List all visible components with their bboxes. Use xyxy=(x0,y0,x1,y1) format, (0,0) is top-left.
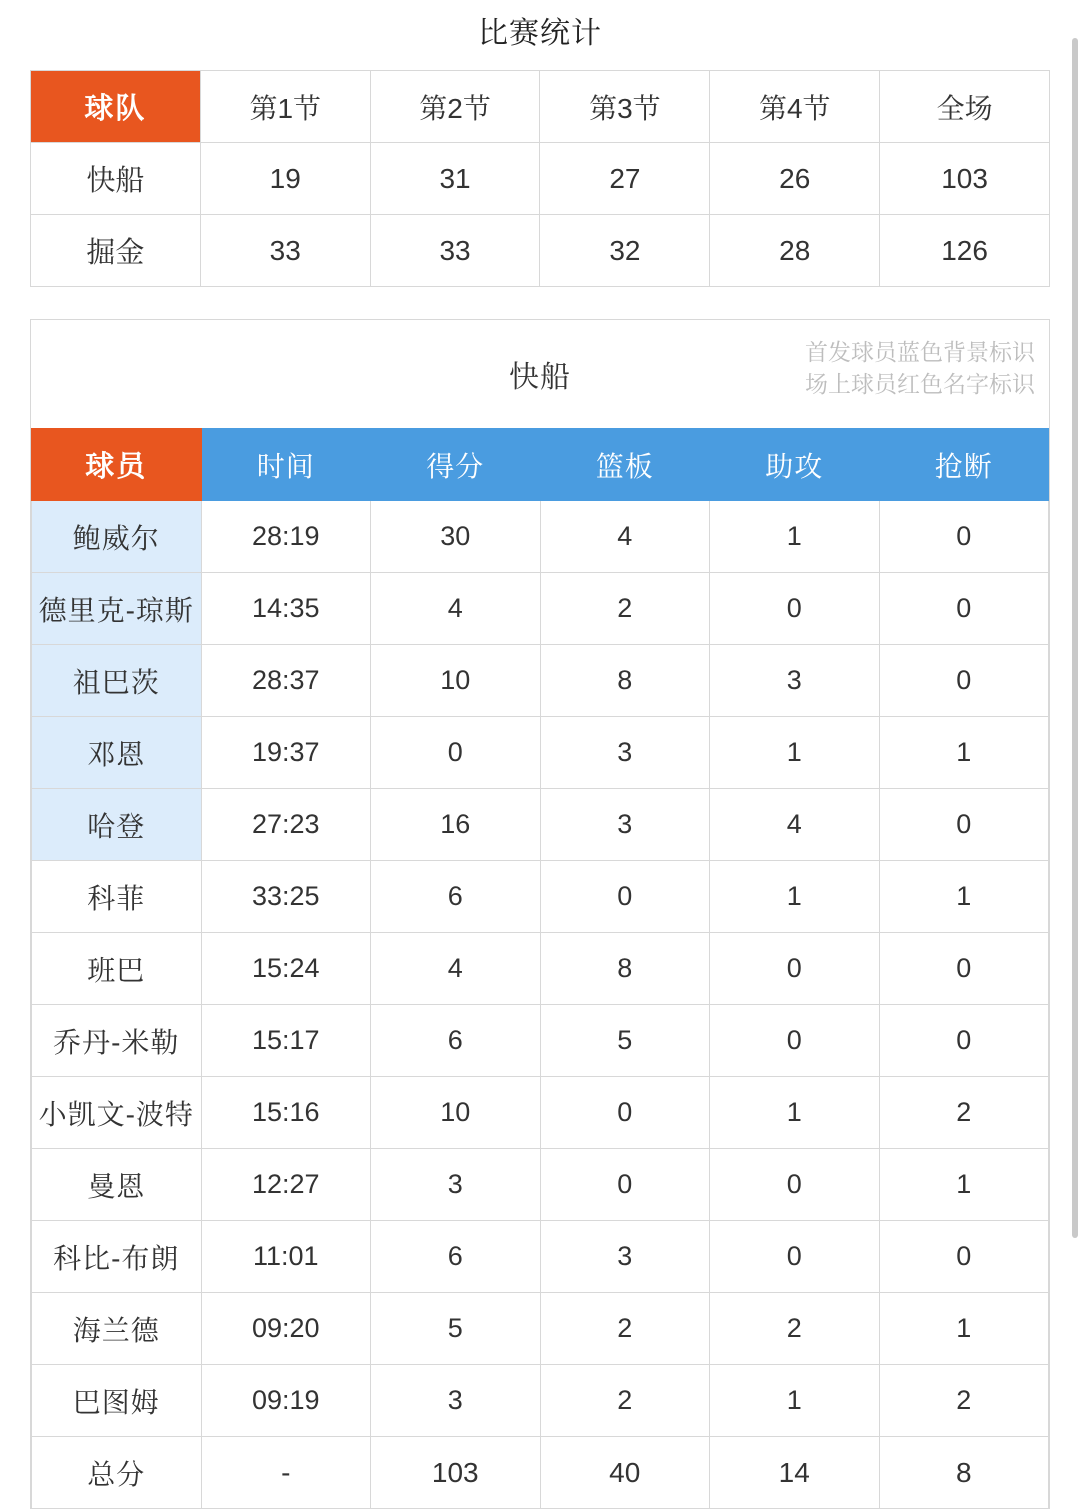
table-row xyxy=(32,717,1049,789)
player-name: 哈登 xyxy=(32,789,202,861)
player-name: 海兰德 xyxy=(32,1293,202,1365)
col-head-steals: 抢断 xyxy=(879,429,1049,501)
cell-rebounds: 8 xyxy=(540,933,710,1005)
cell-minutes: 15:24 xyxy=(201,933,371,1005)
vertical-scrollbar[interactable] xyxy=(1070,0,1080,1482)
cell-q4: 28 xyxy=(710,215,880,287)
cell-steals: 1 xyxy=(879,1293,1049,1365)
cell-steals: 0 xyxy=(879,1221,1049,1293)
page-title: 比赛统计 xyxy=(478,17,602,50)
col-head-assists: 助攻 xyxy=(710,429,880,501)
cell-points: 5 xyxy=(371,1293,541,1365)
cell-q3: 32 xyxy=(540,215,710,287)
table-row xyxy=(32,573,1049,645)
cell-points: 3 xyxy=(371,1149,541,1221)
total-rebounds: 40 xyxy=(540,1437,710,1509)
legend-line-oncourt: 场上球员红色名字标识 xyxy=(805,371,1035,397)
cell-minutes: 09:19 xyxy=(201,1365,371,1437)
cell-steals: 0 xyxy=(879,645,1049,717)
col-head-rebounds: 篮板 xyxy=(540,429,710,501)
player-box-score-table xyxy=(31,428,1049,1509)
cell-rebounds: 5 xyxy=(540,1005,710,1077)
cell-assists: 0 xyxy=(710,1005,880,1077)
cell-assists: 0 xyxy=(710,573,880,645)
player-name: 邓恩 xyxy=(32,717,202,789)
cell-assists: 1 xyxy=(710,861,880,933)
box-score-header xyxy=(31,320,1049,428)
cell-rebounds: 2 xyxy=(540,1365,710,1437)
team-name: 掘金 xyxy=(31,215,201,287)
cell-steals: 1 xyxy=(879,717,1049,789)
table-row xyxy=(32,933,1049,1005)
col-head-player: 球员 xyxy=(32,429,202,501)
legend xyxy=(805,336,1035,400)
cell-assists: 2 xyxy=(710,1293,880,1365)
cell-rebounds: 3 xyxy=(540,1221,710,1293)
total-assists: 14 xyxy=(710,1437,880,1509)
col-head-team: 球队 xyxy=(31,71,201,143)
total-points: 103 xyxy=(371,1437,541,1509)
box-score-team-name: 快船 xyxy=(509,361,571,394)
player-name: 科菲 xyxy=(32,861,202,933)
cell-points: 6 xyxy=(371,861,541,933)
cell-minutes: 28:37 xyxy=(201,645,371,717)
cell-q1: 19 xyxy=(200,143,370,215)
cell-assists: 0 xyxy=(710,1149,880,1221)
player-name: 乔丹-米勒 xyxy=(32,1005,202,1077)
cell-minutes: 14:35 xyxy=(201,573,371,645)
cell-steals: 0 xyxy=(879,933,1049,1005)
cell-minutes: 27:23 xyxy=(201,789,371,861)
cell-assists: 3 xyxy=(710,645,880,717)
team-name: 快船 xyxy=(31,143,201,215)
col-head-q4: 第4节 xyxy=(710,71,880,143)
cell-points: 4 xyxy=(371,933,541,1005)
player-name: 巴图姆 xyxy=(32,1365,202,1437)
cell-points: 16 xyxy=(371,789,541,861)
table-row xyxy=(32,1293,1049,1365)
player-name: 小凯文-波特 xyxy=(32,1077,202,1149)
cell-points: 3 xyxy=(371,1365,541,1437)
cell-assists: 4 xyxy=(710,789,880,861)
cell-q3: 27 xyxy=(540,143,710,215)
cell-rebounds: 4 xyxy=(540,501,710,573)
cell-rebounds: 3 xyxy=(540,789,710,861)
cell-rebounds: 0 xyxy=(540,861,710,933)
cell-rebounds: 0 xyxy=(540,1077,710,1149)
player-name: 鲍威尔 xyxy=(32,501,202,573)
cell-steals: 0 xyxy=(879,1005,1049,1077)
col-head-minutes: 时间 xyxy=(201,429,371,501)
table-row xyxy=(32,789,1049,861)
table-row xyxy=(32,645,1049,717)
cell-q2: 33 xyxy=(370,215,540,287)
cell-points: 0 xyxy=(371,717,541,789)
quarter-score-table xyxy=(30,70,1050,287)
table-row xyxy=(32,1365,1049,1437)
section-divider xyxy=(30,287,1050,319)
table-row xyxy=(32,1077,1049,1149)
cell-minutes: 15:16 xyxy=(201,1077,371,1149)
cell-rebounds: 2 xyxy=(540,573,710,645)
table-row xyxy=(32,1005,1049,1077)
cell-points: 6 xyxy=(371,1005,541,1077)
total-steals: 8 xyxy=(879,1437,1049,1509)
col-head-q2: 第2节 xyxy=(370,71,540,143)
cell-steals: 1 xyxy=(879,861,1049,933)
table-header-row xyxy=(31,71,1050,143)
cell-points: 6 xyxy=(371,1221,541,1293)
player-name: 班巴 xyxy=(32,933,202,1005)
cell-steals: 0 xyxy=(879,789,1049,861)
player-name: 科比-布朗 xyxy=(32,1221,202,1293)
col-head-total: 全场 xyxy=(880,71,1050,143)
cell-total: 103 xyxy=(880,143,1050,215)
player-name: 祖巴茨 xyxy=(32,645,202,717)
cell-q1: 33 xyxy=(200,215,370,287)
cell-minutes: 19:37 xyxy=(201,717,371,789)
cell-steals: 0 xyxy=(879,501,1049,573)
cell-assists: 0 xyxy=(710,933,880,1005)
cell-minutes: 28:19 xyxy=(201,501,371,573)
cell-rebounds: 0 xyxy=(540,1149,710,1221)
cell-minutes: 11:01 xyxy=(201,1221,371,1293)
cell-steals: 2 xyxy=(879,1365,1049,1437)
cell-assists: 0 xyxy=(710,1221,880,1293)
table-row xyxy=(32,1149,1049,1221)
player-name: 德里克-琼斯 xyxy=(32,573,202,645)
col-head-q3: 第3节 xyxy=(540,71,710,143)
cell-assists: 1 xyxy=(710,717,880,789)
cell-q4: 26 xyxy=(710,143,880,215)
table-row xyxy=(32,861,1049,933)
cell-steals: 2 xyxy=(879,1077,1049,1149)
cell-steals: 0 xyxy=(879,573,1049,645)
cell-steals: 1 xyxy=(879,1149,1049,1221)
cell-minutes: 09:20 xyxy=(201,1293,371,1365)
table-row xyxy=(31,215,1050,287)
table-row xyxy=(31,143,1050,215)
cell-assists: 1 xyxy=(710,1365,880,1437)
cell-minutes: 33:25 xyxy=(201,861,371,933)
cell-q2: 31 xyxy=(370,143,540,215)
cell-minutes: 12:27 xyxy=(201,1149,371,1221)
cell-points: 10 xyxy=(371,1077,541,1149)
cell-assists: 1 xyxy=(710,501,880,573)
table-header-row xyxy=(32,429,1049,501)
scrollbar-thumb[interactable] xyxy=(1072,38,1078,1238)
col-head-q1: 第1节 xyxy=(200,71,370,143)
legend-line-starter: 首发球员蓝色背景标识 xyxy=(805,339,1035,365)
cell-rebounds: 3 xyxy=(540,717,710,789)
player-rows xyxy=(32,501,1049,1509)
cell-total: 126 xyxy=(880,215,1050,287)
box-score-panel xyxy=(30,319,1050,1509)
cell-points: 4 xyxy=(371,573,541,645)
cell-points: 30 xyxy=(371,501,541,573)
player-name: 曼恩 xyxy=(32,1149,202,1221)
table-row xyxy=(32,501,1049,573)
cell-minutes: 15:17 xyxy=(201,1005,371,1077)
table-row xyxy=(32,1221,1049,1293)
cell-rebounds: 8 xyxy=(540,645,710,717)
total-minutes: - xyxy=(201,1437,371,1509)
table-row-total xyxy=(32,1437,1049,1509)
cell-points: 10 xyxy=(371,645,541,717)
total-label: 总分 xyxy=(32,1437,202,1509)
cell-assists: 1 xyxy=(710,1077,880,1149)
col-head-points: 得分 xyxy=(371,429,541,501)
cell-rebounds: 2 xyxy=(540,1293,710,1365)
